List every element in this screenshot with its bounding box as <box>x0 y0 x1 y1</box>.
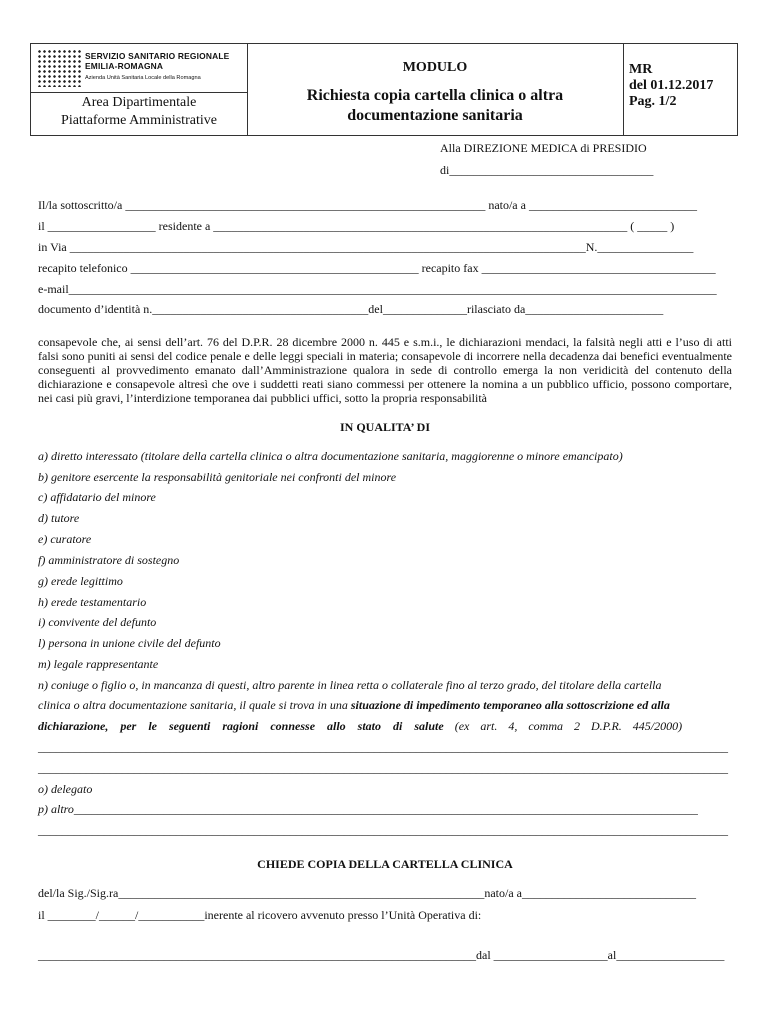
option-b[interactable]: b) genitore esercente la responsabilità genitoriale nei confronti del minore <box>38 470 397 484</box>
option-a[interactable]: a) diretto interessato (titolare della cartella clinica o altra documentazione sanitaria, maggiorenne o minore emancipato) <box>38 449 623 463</box>
option-d[interactable]: d) tutore <box>38 511 80 525</box>
option-o[interactable]: o) delegato <box>38 782 93 796</box>
request-date-field[interactable]: il ________/______/___________inerente al ricovero avvenuto presso l’Unità Operativa di: <box>38 908 482 922</box>
option-e[interactable]: e) curatore <box>38 532 92 546</box>
page-number: Pag. 1/2 <box>629 94 677 109</box>
org-logo <box>31 44 247 93</box>
recipient-line1: Alla DIREZIONE MEDICA di PRESIDIO <box>440 141 647 155</box>
option-l[interactable]: l) persona in unione civile del defunto <box>38 636 221 650</box>
option-n-line3: dichiarazione, per le seguenti ragioni connesse allo stato di salute (ex art. 4, comma 2 D.P.R. 445/2000) <box>38 719 683 733</box>
option-p-blank[interactable]: ___________________________________________________________________________________________________________________ <box>38 823 728 837</box>
header-code-cell <box>623 44 737 135</box>
option-n-line1[interactable]: n) coniuge o figlio o, in mancanza di questi, altro parente in linea retta o collaterale fino al terzo grado, del titolare della cartella <box>38 678 662 692</box>
field-documento[interactable]: documento d’identità n.____________________________________del______________rilasciato da_______________________ <box>38 302 664 316</box>
option-g[interactable]: g) erede legittimo <box>38 574 123 588</box>
header-title-cell <box>247 44 624 135</box>
org-name-line3: Azienda Unità Sanitaria Locale della Romagna <box>85 75 201 81</box>
field-email[interactable]: e-mail____________________________________________________________________________________________________________ <box>38 282 717 296</box>
logo-dots-icon <box>37 49 81 87</box>
field-via[interactable]: in Via ______________________________________________________________________________________N.________________ <box>38 240 694 254</box>
option-n-blank2[interactable]: ___________________________________________________________________________________________________________________ <box>38 761 728 775</box>
option-n-blank1[interactable]: ___________________________________________________________________________________________________________________ <box>38 740 728 754</box>
org-name-line1: SERVIZIO SANITARIO REGIONALE <box>85 51 230 61</box>
header-org-cell <box>31 44 248 135</box>
request-unit-field[interactable]: _________________________________________________________________________dal ___________________al__________________ <box>38 948 725 962</box>
section-title-qualita: IN QUALITA’ DI <box>339 420 430 434</box>
document-header <box>30 43 738 136</box>
field-residenza[interactable]: il __________________ residente a _____________________________________________________________________ ( _____ ) <box>38 219 675 233</box>
recipient-field[interactable]: di__________________________________ <box>440 163 654 177</box>
option-h[interactable]: h) erede testamentario <box>38 595 147 609</box>
area-label: Area Dipartimentale Piattaforme Amministrative <box>61 95 217 128</box>
option-f[interactable]: f) amministratore di sostegno <box>38 553 180 567</box>
field-sottoscritto[interactable]: Il/la sottoscritto/a ____________________________________________________________ nato/a a ____________________________ <box>38 198 697 212</box>
form-title: Richiesta copia cartella clinica o altra documentazione sanitaria <box>306 87 564 124</box>
form-date: del 01.12.2017 <box>629 78 714 93</box>
modulo-label: MODULO <box>402 60 468 75</box>
request-patient-field[interactable]: del/la Sig./Sig.ra_____________________________________________________________nato/a a_____________________________ <box>38 886 696 900</box>
option-p[interactable]: p) altro________________________________________________________________________________________________________ <box>38 802 698 816</box>
section-title-chiede: CHIEDE COPIA DELLA CARTELLA CLINICA <box>257 857 513 871</box>
declaration-text: consapevole che, ai sensi dell’art. 76 del D.P.R. 28 dicembre 2000 n. 445 e s.m.i., le dichiarazioni mendaci, la falsità negli atti e l’uso di atti falsi sono puniti ai sensi del codice penale e delle leggi speciali in materia; consapevole di incorrere nella decadenza dai benefici eventualmente conseguenti al provvedimento emanato dall’Amministrazione qualora in sede di controllo emerga la non veridicità del contenuto della dichiarazione e consapevole altresì che ove i suddetti reati siano commessi per ottenere la nomina a un pubblico ufficio, possono comportare, nei casi più gravi, l’interdizione temporanea dai pubblici uffici, sotto la propria responsabilità <box>38 335 732 405</box>
form-code: MR <box>629 62 653 77</box>
option-i[interactable]: i) convivente del defunto <box>38 615 157 629</box>
field-recapito[interactable]: recapito telefonico ________________________________________________ recapito fax _______________________________________ <box>38 261 716 275</box>
option-m[interactable]: m) legale rappresentante <box>38 657 159 671</box>
org-name-line2: EMILIA-ROMAGNA <box>85 61 164 71</box>
option-n-line2: clinica o altra documentazione sanitaria, il quale si trova in una situazione di impedimento temporaneo alla sottoscrizione ed alla <box>38 698 670 712</box>
option-c[interactable]: c) affidatario del minore <box>38 490 156 504</box>
